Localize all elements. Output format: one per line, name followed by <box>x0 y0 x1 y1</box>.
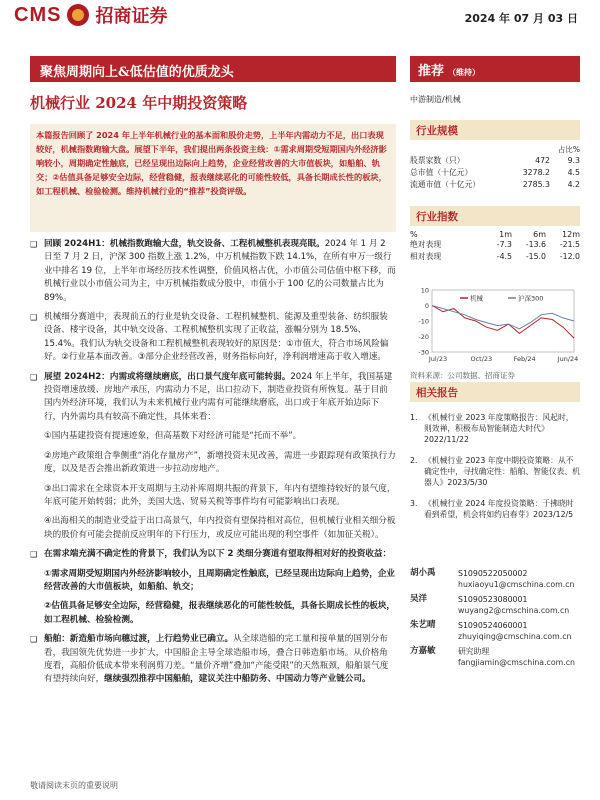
report-body <box>30 238 396 693</box>
paragraph-text: 2024 年上半年，我国基建投资增速放缓、房地产承压，内需动力不足，出口拉动下，制造业投资有所恢复。基于目前国内外经济环境，我们认为未来机械行业内需有可能继续磨底，出口或于年底开始边际下行，内外需均具有较高不确定性，具体来看： <box>44 371 393 422</box>
paragraph-shipbuilding <box>30 633 396 687</box>
analyst-id: S1090524060001 <box>458 621 528 630</box>
paragraph-lead: 回顾 2024H1：机械指数跑输大盘，轨交设备、工程机械整机表现亮眼。 <box>44 239 325 249</box>
paragraph-tail: 继续强烈推荐中国船舶，建议关注中船防务、中国动力等产业链公司。 <box>104 674 371 685</box>
rating-sub: （维持） <box>448 67 481 77</box>
scale-name: 总市值（十亿元） <box>410 168 473 177</box>
analyst-name: 方嘉敏 <box>410 646 436 656</box>
x-tick-label: Jul/23 <box>428 355 448 363</box>
sub-point: ③出口需求在全球资本开支周期与主动补库周期共振的背景下，年内有望维持较好的景气度，年底可能开始转弱；此外，美国大选、贸易关税等事件均有可能影响出口表现。 <box>44 483 396 507</box>
scale-row <box>410 167 580 179</box>
page-header <box>0 0 600 40</box>
related-text: 《机械行业 2023 年度策略报告：风起时，则效禅，积极布局智能制造大时代》2022/11/22 <box>424 413 574 444</box>
analyst-email[interactable]: zhuyiqing@cmschina.com.cn <box>458 632 572 641</box>
logo-cms-text: CMS <box>14 3 62 26</box>
report-title: 机械行业 2024 年中期投资策略 <box>30 94 248 112</box>
y-tick-label: 0 <box>424 302 429 310</box>
conclusion-point: ②估值具备足够安全边际，经营稳健，报表继续恶化的可能性较低，具备长期成长性的板块，如工程机械、检验检测。 <box>44 601 396 625</box>
report-date: 2024 年 07 月 03 日 <box>464 12 578 25</box>
square-bullet-icon: ❑ <box>30 550 38 560</box>
scale-value: 472 <box>535 156 550 165</box>
index-col: 1m <box>499 230 512 239</box>
index-row <box>410 239 580 251</box>
sub-point: ④出海相关的制造业受益于出口高景气，年内投资有望保持相对高位，但机械行业相关细分板块的股价有可能会提前反应明年的下行压力，或反应可能出现的利空事件（如加征关税）。 <box>44 516 396 540</box>
paragraph-text: 机械细分赛道中，表现前五的行业是轨交设备、工程机械整机、能源及重型装备、纺织服装设备、楼宇设备，其中轨交设备、工程机械整机实现了正收益，涨幅分别为 18.5%、15.4%。我们认为轨交设备和工程机械整机表现较好的原因是：①市值大，符合市场风险偏好。②行业基本面改善。③部分企业经营改善，财务指标向好，净利润增速高于收入增速。 <box>44 312 389 363</box>
y-tick-label: 10 <box>420 286 429 295</box>
index-row <box>410 251 580 263</box>
index-col: 6m <box>533 230 546 239</box>
analyst-name: 吴洋 <box>410 594 428 604</box>
index-value: -21.5 <box>559 240 580 249</box>
index-value: -7.3 <box>496 240 512 249</box>
scale-share: 4.2 <box>567 180 580 189</box>
legend-label: 沪深300 <box>518 294 544 303</box>
scale-value: 3278.2 <box>522 168 550 177</box>
paragraph-lead: 船舶：新造船市场向穗过渡，上行趋势业已确立。 <box>44 634 234 645</box>
scale-row <box>410 155 580 167</box>
related-reports <box>410 382 580 530</box>
related-report-item[interactable] <box>410 412 580 445</box>
y-tick-label: -10 <box>418 317 429 326</box>
analyst-entry <box>410 594 580 616</box>
rating-label: 推荐 <box>418 64 445 79</box>
related-report-item[interactable] <box>410 455 580 488</box>
scale-name: 股票家数（只） <box>410 156 465 165</box>
index-value: -12.0 <box>559 252 580 261</box>
index-header <box>410 230 580 239</box>
analyst-name: 胡小禹 <box>410 568 436 578</box>
chart-frame <box>432 290 574 352</box>
analyst-email[interactable]: wuyang2@cmschina.com.cn <box>458 606 570 615</box>
index-name: 绝对表现 <box>410 240 442 249</box>
footer-note: 敬请阅读末页的重要说明 <box>30 781 118 790</box>
index-chart-svg <box>410 286 580 366</box>
index-chart <box>410 286 580 366</box>
sub-point: ①国内基建投资有提速迹象，但高基数下对经济可能是“托而不举”。 <box>44 431 302 442</box>
logo-mark-icon <box>67 4 89 26</box>
x-tick-label: Jun/24 <box>557 355 579 363</box>
index-value: -4.5 <box>496 252 512 261</box>
industry-classification: 中游制造/机械 <box>410 95 461 104</box>
rating-bar <box>410 56 580 82</box>
section-heading: 相关报告 <box>410 382 580 402</box>
square-bullet-icon: ❑ <box>30 240 38 249</box>
index-value: -13.6 <box>525 240 546 249</box>
scale-value: 2785.3 <box>522 180 550 189</box>
scale-name: 流通市值（十亿元） <box>410 180 481 189</box>
paragraph-segments <box>30 311 396 365</box>
square-bullet-icon: ❑ <box>30 635 38 645</box>
chart-source: 资料来源：公司数据、招商证券 <box>410 371 515 380</box>
x-tick-label: Oct/23 <box>470 355 493 363</box>
paragraph-conclusion <box>30 548 396 561</box>
index-col: % <box>410 230 418 239</box>
scale-unit: 占比% <box>557 145 580 154</box>
analyst-id: S1090522050002 <box>458 569 528 578</box>
industry-index <box>410 206 580 263</box>
section-heading: 行业指数 <box>410 206 580 226</box>
analyst-entry <box>410 620 580 642</box>
paragraph-text: 从全球造船的完工量和接单量的国别分布看，我国领先优势进一步扩大，中国船企主导全球造船市场，叠合日韩造船市场。从价格角度看，高船价低成本带来利润剪刀差。“量价齐增”叠加“产能受限”的天然瓶颈，船舶景气度有望持续向好， <box>44 634 389 685</box>
paragraph-review <box>30 238 396 305</box>
industry-scale <box>410 120 580 191</box>
scale-row <box>410 179 580 191</box>
square-bullet-icon: ❑ <box>30 372 38 382</box>
analyst-id: S1090523080001 <box>458 595 528 604</box>
scale-share: 4.5 <box>567 168 580 177</box>
cms-logo <box>14 2 167 28</box>
related-num: 2. <box>410 456 418 465</box>
index-col: 12m <box>562 230 580 239</box>
analyst-list <box>410 568 580 672</box>
sub-point: ②房地产政策组合拳侧重“消化存量房产”，新增投资未见改善，需进一步跟踪现有政策执行力度，以及是否会推出新政策进一步拉动房地产。 <box>44 450 396 475</box>
paragraph-lead: 在需求端充满不确定性的背景下，我们认为以下 2 类细分赛道有望取得相对好的投资收益： <box>44 549 392 560</box>
legend-label: 机械 <box>470 294 483 303</box>
scale-share: 9.3 <box>567 156 580 165</box>
logo-cn-text: 招商证券 <box>95 6 168 27</box>
analyst-entry <box>410 568 580 590</box>
sidebar <box>410 56 580 667</box>
x-tick-label: Feb/24 <box>513 355 536 363</box>
theme-banner: 聚焦周期向上&低估值的优质龙头 <box>30 56 396 82</box>
y-tick-label: -30 <box>418 348 429 357</box>
paragraph-text: 2024 年 1 月 2 日至 7 月 2 日，沪深 300 指数上涨 1.2%，中万机械指数下跌 14.1%，在所有申万一级行业中排名 19 位，上半年市场经历技术性调整，价值风格占优，小市值公司估值中枢下移，而机械行业以小市值公司为主，中万机械指数成分股中，市值小于 100 亿的公司数量占比为 89%。 <box>44 239 396 303</box>
analyst-name: 朱艺晴 <box>410 620 436 630</box>
related-num: 1. <box>410 413 418 422</box>
analyst-id: 研究助理 <box>458 647 490 656</box>
related-num: 3. <box>410 499 418 508</box>
related-text: 《机械行业 2023 年度中期投资策略：从不确定性中，寻找确定性：船舶、智能仪表、机器人》2023/5/30 <box>424 456 580 487</box>
y-tick-label: -20 <box>418 333 429 341</box>
analyst-entry <box>410 646 580 668</box>
analyst-email[interactable]: fangjiamin@cmschina.com.cn <box>458 658 575 667</box>
related-text: 《机械行业 2024 年度投资策略：于拂晓时看到希望，机会将如约启春芽》2023/12/5 <box>424 499 574 519</box>
index-name: 相对表现 <box>410 252 442 261</box>
square-bullet-icon: ❑ <box>30 313 38 323</box>
section-heading: 行业规模 <box>410 120 580 140</box>
paragraph-lead: 展望 2024H2：内需或将继续磨底，出口景气度年底可能转弱。 <box>44 371 291 382</box>
analyst-email[interactable]: huxiaoyu1@cmschina.com.cn <box>458 580 575 589</box>
summary-box: 本篇报告回顾了 2024 年上半年机械行业的基本面和股价走势，上半年内需动力不足，出口表现较好，机械指数跑输大盘。展望下半年，我们提出两条投资主线：①需求周期受短期国内外经济影响较小，周期确定性触底，已经呈现出边际向上趋势，企业经营改善的大市值板块，如船舶、轨交；②估值具备足够安全边际，经营稳健，报表继续恶化的可能性较低，具备长期成长性的板块，如工程机械、检验检测。维持机械行业的“推荐”投资评级。 <box>30 124 396 232</box>
index-value: -15.0 <box>525 252 546 261</box>
paragraph-outlook <box>30 371 396 425</box>
conclusion-point: ①需求周期受短期国内外经济影响较小，且周期确定性触底，已经呈现出边际向上趋势，企业经营改善的大市值板块，如船舶、轨交； <box>44 568 396 592</box>
related-report-item[interactable] <box>410 498 580 520</box>
series-line-0 <box>432 306 574 339</box>
